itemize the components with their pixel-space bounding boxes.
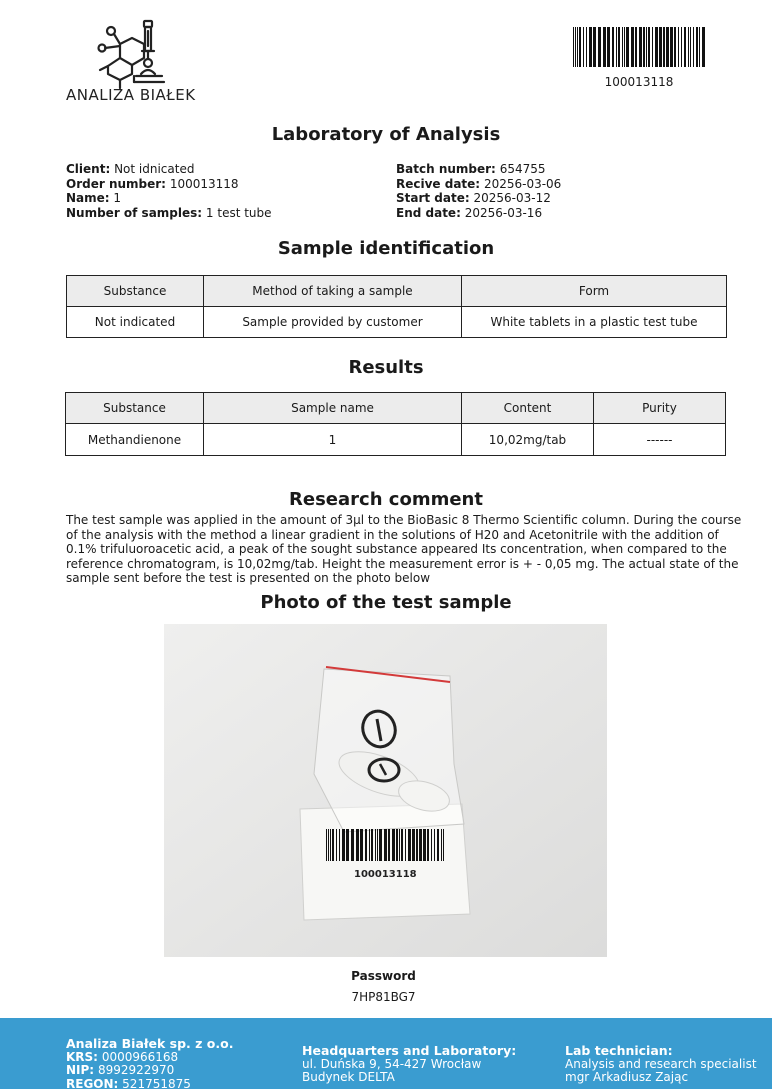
results-heading: Results: [348, 357, 424, 378]
batch-info: [396, 162, 561, 220]
name-row: Name: 1: [66, 191, 122, 205]
password-label: Password: [351, 969, 416, 983]
table-cell: ------: [594, 424, 726, 456]
headquarters-building: Budynek DELTA: [302, 1070, 395, 1084]
start-date-row: Start date: 20256-03-12: [396, 191, 551, 205]
table-cell: Not indicated: [67, 307, 204, 338]
table-row: [67, 307, 727, 338]
client-info: [66, 162, 272, 220]
table-header-row: [67, 276, 727, 307]
table-header-row: [66, 393, 726, 424]
table-cell: Methandienone: [66, 424, 204, 456]
photo-barcode-number: 100013118: [354, 869, 417, 880]
header-cell: Method of taking a sample: [204, 276, 462, 307]
research-comment-text: The test sample was applied in the amount of 3µl to the BioBasic 8 Thermo Scientific column. During the course of the analysis with the method a linear gradient in the solutions of H20 and Acetonitrile with the addition of 0.1% trifuluoroacetic acid, a peak of the sought substance appeared Its concentration, when compared to the reference chromatogram, is 10,02mg/tab. Height the measurement error is + - 0,05 mg. The actual state of the sample sent before the test is presented on the photo below: [66, 513, 742, 585]
technician-heading: Lab technician:: [565, 1043, 673, 1058]
batch-number-row: Batch number: 654755: [396, 162, 546, 176]
header-cell: Substance: [67, 276, 204, 307]
company-name: Analiza Białek sp. z o.o.: [66, 1036, 234, 1051]
headquarters-address: ul. Duńska 9, 54-427 Wrocław: [302, 1056, 482, 1071]
sample-identification-table: [66, 275, 727, 338]
end-date-row: End date: 20256-03-16: [396, 205, 543, 220]
sample-photo-drawing: [164, 624, 607, 957]
sample-photo: [164, 624, 607, 957]
header-cell: Sample name: [204, 393, 462, 424]
receive-date-row: Recive date: 20256-03-06: [396, 176, 562, 191]
header-cell: Purity: [594, 393, 726, 424]
results-table: [65, 392, 726, 456]
footer-headquarters: [302, 1044, 516, 1085]
client-row: Client: Not idnicated: [66, 162, 195, 176]
regon-row: REGON: 521751875: [66, 1076, 191, 1089]
research-comment-heading: Research comment: [289, 489, 483, 510]
photo-heading: Photo of the test sample: [260, 592, 512, 613]
header-cell: Form: [462, 276, 727, 307]
barcode-number: 100013118: [604, 75, 674, 89]
order-number-row: Order number: 100013118: [66, 176, 239, 191]
header-cell: Substance: [66, 393, 204, 424]
table-row: [66, 424, 726, 456]
page-title: Laboratory of Analysis: [271, 124, 501, 145]
number-of-samples-row: Number of samples: 1 test tube: [66, 205, 272, 220]
header-cell: Content: [462, 393, 594, 424]
technician-role: Analysis and research specialist: [565, 1056, 757, 1071]
logo-text: ANALIZA BIAŁEK: [66, 86, 196, 104]
nip-row: NIP: 8992922970: [66, 1063, 175, 1077]
barcode: [573, 27, 705, 67]
krs-row: KRS: 0000966168: [66, 1049, 179, 1064]
password-value: 7HP81BG7: [351, 990, 416, 1004]
table-cell: Sample provided by customer: [204, 307, 462, 338]
footer: [0, 1018, 772, 1089]
table-cell: 1: [204, 424, 462, 456]
table-cell: 10,02mg/tab: [462, 424, 594, 456]
headquarters-heading: Headquarters and Laboratory:: [302, 1043, 517, 1058]
technician-name: mgr Arkadiusz Zając: [565, 1070, 689, 1084]
footer-company: [66, 1037, 233, 1089]
table-cell: White tablets in a plastic test tube: [462, 307, 727, 338]
footer-technician: [565, 1044, 757, 1085]
sample-identification-heading: Sample identification: [277, 238, 495, 259]
